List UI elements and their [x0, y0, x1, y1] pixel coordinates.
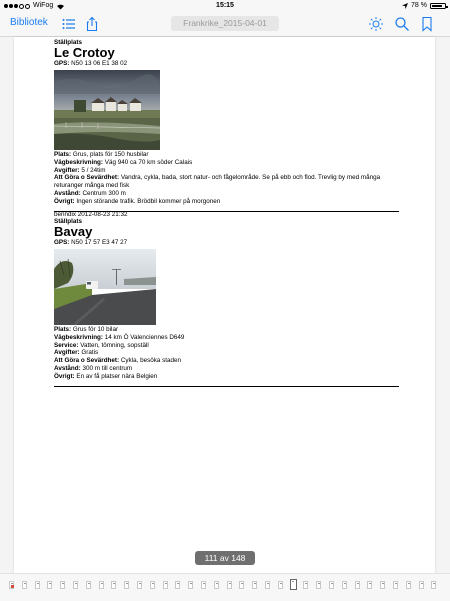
detail-value: 300 m till centrum — [82, 364, 133, 372]
detail-value: Vatten, tömning, sopställ — [80, 341, 149, 349]
document-viewport[interactable] — [0, 37, 450, 573]
page-thumbnail[interactable] — [329, 581, 334, 589]
campsite-entry-le-crotoy — [54, 39, 399, 212]
detail-row — [54, 373, 399, 381]
detail-label: Övrigt: — [54, 197, 75, 205]
carrier-name: WiFog — [33, 2, 54, 9]
campsite-entry-bavay — [54, 211, 399, 387]
detail-value: Vandra, cykla, bada, stort natur- och fågelområde. Se på ebb och flod. Trevlig by med många returanger många med fisk — [54, 174, 381, 190]
page-thumbnail[interactable] — [227, 581, 232, 589]
detail-label: Vägbeskrivning: — [54, 333, 103, 341]
page-thumbnail[interactable] — [303, 581, 308, 589]
entry-details — [54, 326, 399, 381]
page-thumbnail[interactable] — [239, 581, 244, 589]
author-line: benndix 2012-08-23 21:32 — [54, 211, 128, 218]
page-thumbnail[interactable] — [214, 581, 219, 589]
page-thumbnail[interactable] — [150, 581, 155, 589]
gps-coordinates — [54, 60, 399, 68]
detail-value: En av få platser nära Belgien — [76, 372, 158, 380]
detail-row — [54, 357, 399, 365]
detail-row — [54, 151, 399, 159]
page-thumbnail[interactable] — [380, 581, 385, 589]
page-counter: 111 av 148 — [195, 551, 255, 565]
page-thumbnail[interactable] — [111, 581, 116, 589]
place-title: Bavay — [54, 224, 93, 239]
detail-value: 5 / 24tim — [81, 166, 106, 174]
detail-value: Grus för 10 bilar — [72, 326, 119, 333]
detail-row — [54, 159, 399, 167]
entry-type: Ställplats — [54, 218, 82, 225]
page-thumbnail[interactable] — [252, 581, 257, 589]
page-thumbnail[interactable] — [316, 581, 321, 589]
detail-label: Service: — [54, 341, 79, 349]
detail-label: Avstånd: — [54, 364, 81, 372]
page-thumbnail[interactable] — [60, 581, 65, 589]
detail-label: Plats: — [54, 326, 72, 333]
clock: 15:15 — [216, 2, 234, 9]
page-thumbnail[interactable] — [278, 581, 283, 589]
page-thumbnail[interactable] — [355, 581, 360, 589]
place-title: Le Crotoy — [54, 45, 115, 60]
detail-label: Att Göra o Sevärdhet: — [54, 357, 120, 365]
detail-label: Avgifter: — [54, 166, 80, 174]
detail-row — [54, 326, 399, 334]
gps-value: N50 13 06 E1 38 02 — [71, 60, 128, 67]
page-thumbnail[interactable] — [175, 581, 180, 589]
status-right — [402, 0, 446, 12]
status-bar — [0, 0, 450, 12]
page-thumbnail[interactable] — [393, 581, 398, 589]
detail-row — [54, 365, 399, 373]
page-thumbnail[interactable] — [47, 581, 52, 589]
detail-label: Avgifter: — [54, 349, 80, 357]
page-thumbnail[interactable] — [163, 581, 168, 589]
detail-label: Plats: — [54, 151, 72, 158]
entry-divider — [54, 386, 399, 387]
gps-coordinates — [54, 239, 399, 247]
reader-toolbar — [0, 12, 450, 37]
page-thumbnail[interactable] — [419, 581, 424, 589]
detail-row — [54, 190, 399, 198]
gps-value: N50 17 57 E3 47 27 — [71, 239, 128, 246]
detail-value: Ingen störande trafik. Brödbil kommer på morgonen — [76, 197, 221, 205]
document-page[interactable] — [14, 37, 435, 573]
library-back-button[interactable]: Bibliotek — [10, 17, 48, 28]
document-title[interactable]: Frankrike_2015-04-01 — [171, 16, 279, 31]
detail-label: Avstånd: — [54, 189, 81, 197]
brightness-icon[interactable] — [367, 15, 385, 33]
page-thumbnail[interactable] — [22, 581, 27, 589]
detail-value: 14 km Ö Valenciennes D649 — [104, 333, 185, 341]
detail-value: Centrum 300 m — [82, 189, 126, 197]
battery-icon — [430, 3, 446, 9]
entry-details — [54, 151, 399, 206]
page-thumbnail[interactable] — [86, 581, 91, 589]
gps-label: GPS: — [54, 60, 70, 67]
detail-row — [54, 334, 399, 342]
page-thumbnail[interactable] — [201, 581, 206, 589]
location-arrow-icon — [402, 3, 408, 9]
share-icon[interactable] — [83, 15, 101, 33]
page-thumbnail[interactable] — [342, 581, 347, 589]
search-icon[interactable] — [393, 15, 411, 33]
page-thumbnail[interactable] — [431, 581, 436, 589]
page-thumbnail[interactable] — [124, 581, 129, 589]
page-thumbnail[interactable] — [99, 581, 104, 589]
bookmark-icon[interactable] — [418, 15, 436, 33]
detail-value: Cykla, besöka staden — [120, 357, 182, 365]
detail-row — [54, 198, 399, 206]
page-thumbnail[interactable] — [265, 581, 270, 589]
detail-label: Vägbeskrivning: — [54, 158, 103, 166]
detail-label: Att Göra o Sevärdhet: — [54, 174, 120, 182]
detail-row — [54, 342, 399, 350]
page-thumbnail[interactable] — [367, 581, 372, 589]
detail-value: Väg 940 ca 70 km söder Calais — [104, 158, 193, 166]
page-thumbnail[interactable] — [137, 581, 142, 589]
list-icon[interactable] — [60, 15, 78, 33]
detail-value: Grus, plats för 150 husbilar — [72, 151, 149, 158]
detail-label: Övrigt: — [54, 372, 75, 380]
page-thumbnail[interactable] — [73, 581, 78, 589]
detail-row — [54, 349, 399, 357]
detail-value: Gratis — [81, 349, 99, 357]
photo-harbour-houses — [54, 70, 160, 150]
detail-row — [54, 174, 399, 190]
photo-parking-lot — [54, 249, 156, 325]
entry-type: Ställplats — [54, 39, 82, 46]
page-thumbnail[interactable] — [188, 581, 193, 589]
battery-percentage: 78 % — [411, 2, 427, 9]
page-thumbnail[interactable] — [9, 581, 14, 589]
page-thumbnail[interactable] — [406, 581, 411, 589]
page-thumbnail-current[interactable] — [290, 579, 297, 590]
page-thumbnail[interactable] — [35, 581, 40, 589]
gps-label: GPS: — [54, 239, 70, 246]
page-thumbnail-strip[interactable] — [0, 573, 450, 601]
